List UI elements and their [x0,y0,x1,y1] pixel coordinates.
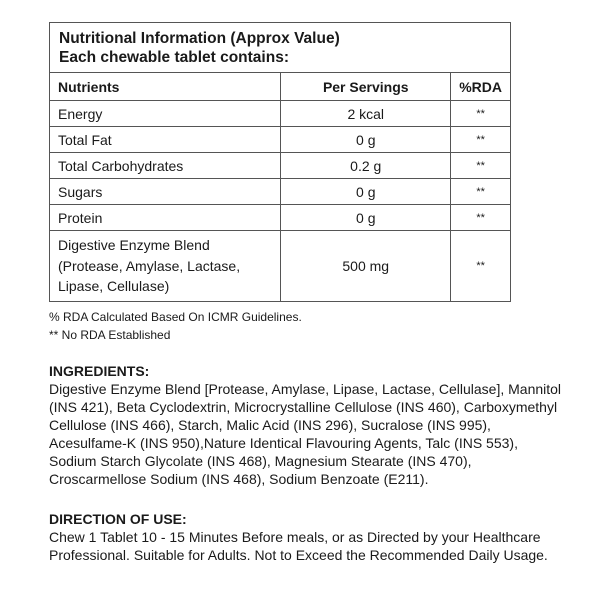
direction-text: Chew 1 Tablet 10 - 15 Minutes Before meals, or as Directed by your Healthcare Professional. Suitable for Adults. Not to Exceed the Recommended Daily Usage. [49,529,548,563]
column-header-rda: %RDA [459,78,502,95]
table-row [50,231,510,302]
no-rda-note: ** No RDA Established [49,328,171,342]
nutrition-table [50,73,510,301]
panel-title: Nutritional Information (Approx Value) [59,30,340,47]
direction-heading: DIRECTION OF USE: [49,511,187,527]
nutrition-panel [49,22,511,302]
nutrient-value: 0 g [281,179,451,205]
nutrient-rda: ** [451,231,510,302]
table-row [50,205,510,231]
column-header-nutrients: Nutrients [50,73,281,101]
column-header-per-servings: Per Servings [281,73,451,101]
table-row [50,153,510,179]
nutrient-rda: ** [451,127,510,153]
nutrient-name: Total Carbohydrates [50,153,281,179]
nutrient-name: Sugars [50,179,281,205]
nutrient-name: Digestive Enzyme Blend (Protease, Amylase, Lactase, Lipase, Cellulase) [50,231,281,302]
rda-note: % RDA Calculated Based On ICMR Guidelines. [49,310,302,324]
nutrient-rda: ** [451,153,510,179]
nutrient-name: Protein [50,205,281,231]
nutrient-rda: ** [451,101,510,127]
nutrient-value: 500 mg [281,231,451,302]
ingredients-section [49,362,569,488]
table-row [50,179,510,205]
panel-heading [50,23,510,73]
nutrient-value: 0 g [281,205,451,231]
nutrient-name: Energy [50,101,281,127]
nutrient-rda: ** [451,205,510,231]
ingredients-heading: INGREDIENTS: [49,363,150,379]
ingredients-text: Digestive Enzyme Blend [Protease, Amylase, Lipase, Lactase, Cellulase], Mannitol (INS 421), Beta Cyclodextrin, Microcrystalline Cellulose (INS 460), Carboxymethyl Cellulose (INS 466), Starch, Malic Acid (INS 296), Sucralose (INS 995), Acesulfame-K (INS 950),Nature Identical Flavouring Agents, Talc (INS 553), Sodium Starch Glycolate (INS 468), Magnesium Stearate (INS 470), Croscarmellose Sodium (INS 468), Sodium Benzoate (E211). [49,381,562,487]
footnotes [49,308,549,344]
table-header-row [50,73,510,101]
nutrient-name: Total Fat [50,127,281,153]
nutrient-rda: ** [451,179,510,205]
direction-section [49,510,569,564]
table-row [50,127,510,153]
panel-subtitle: Each chewable tablet contains: [59,49,289,66]
nutrient-value: 0.2 g [281,153,451,179]
nutrient-value: 0 g [281,127,451,153]
nutrient-value: 2 kcal [281,101,451,127]
table-row [50,101,510,127]
